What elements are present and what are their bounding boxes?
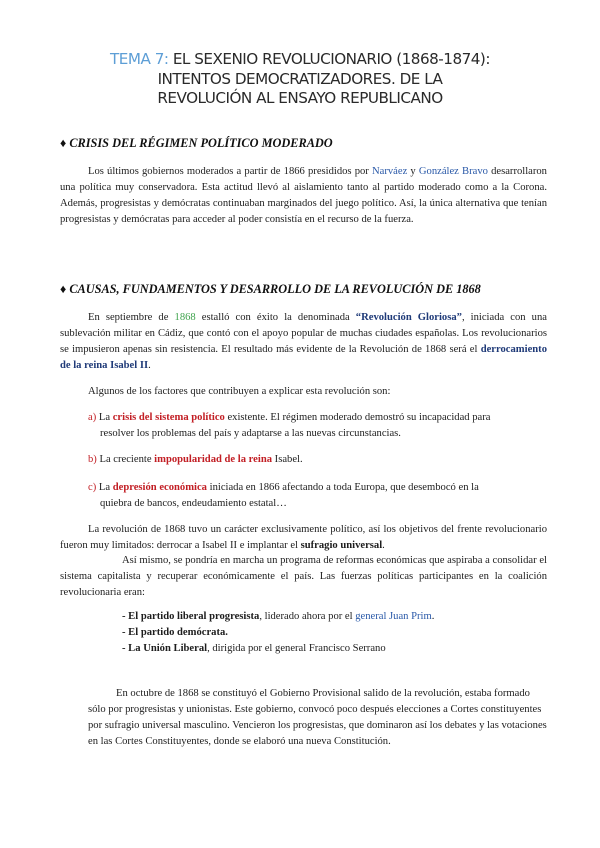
factor-a-label: a) xyxy=(88,412,97,423)
factors-intro: Algunos de los factores que contribuyen a explicar esta revolución son: xyxy=(88,386,391,397)
paragraph-revolucion: En septiembre de 1868 estalló con éxito la denominada “Revolución Gloriosa”, iniciada con una sublevación militar en Cádiz, que contó con el apoyo popular de muchas ciudades españolas. Los revolucionarios se impusieron apenas sin resistencia. El resultado más evidente de la Revolución de 1868 será el derrocamiento de la reina Isabel II. xyxy=(60,312,547,371)
term-derrocamiento: derrocamiento de la reina Isabel II xyxy=(60,344,547,371)
paragraph-reformas: Así mismo, se pondría en marcha un programa de reformas económicas que aspiraba a consolidar el sistema capitalista y recuperar económicamente el país. Las fuerzas políticas participantes en la coalición revolucionaria eran: xyxy=(60,555,547,598)
party-progresista: - El partido liberal progresista, liderado ahora por el general Juan Prim. xyxy=(122,611,435,622)
title-line-2: INTENTOS DEMOCRATIZADORES. DE LA xyxy=(157,69,443,88)
year-1868: 1868 xyxy=(174,312,196,323)
factor-c-label: c) xyxy=(88,482,97,493)
term-revolucion-gloriosa: “Revolución Gloriosa” xyxy=(355,312,462,323)
section-heading-crisis: ♦ CRISIS DEL RÉGIMEN POLÍTICO MODERADO xyxy=(60,136,333,150)
term-sufragio-universal: sufragio universal xyxy=(300,540,383,551)
factor-c: c) La depresión económica iniciada en 1866 afectando a toda Europa, que desembocó en la quiebra de bancos, endeudamiento estatal… xyxy=(88,482,479,509)
paragraph-crisis: Los últimos gobiernos moderados a partir de 1866 presididos por Narváez y González Bravo desarrollaron una política muy conservadora. Esta actitud llevó al aislamiento tanto al partido moderado como a la Corona. Además, progresistas y demócratas continuaban marginados del juego político. Así, la única alternativa que tenían progresistas y demócratas para acceder al poder consistía en el recurso de la fuerza. xyxy=(60,166,547,225)
term-impopularidad: impopularidad de la reina xyxy=(154,454,273,465)
paragraph-caracter-politico: La revolución de 1868 tuvo un carácter exclusivamente político, así los objetivos del frente revolucionario fueron muy limitados: derrocar a Isabel II e implantar el sufragio universal. xyxy=(60,524,547,551)
name-gonzalez-bravo: González Bravo xyxy=(418,166,488,177)
name-narvaez: Narváez xyxy=(371,166,408,177)
title-line-3: REVOLUCIÓN AL ENSAYO REPUBLICANO xyxy=(157,89,443,107)
party-list xyxy=(122,609,542,657)
factor-b-label: b) xyxy=(88,454,97,465)
term-depresion-economica: depresión económica xyxy=(112,482,207,493)
factor-a: a) La crisis del sistema político existente. El régimen moderado demostró su incapacidad para resolver los problemas del país y adaptarse a las nuevas circunstancias. xyxy=(88,412,491,439)
party-union-liberal: - La Unión Liberal, dirigida por el general Francisco Serrano xyxy=(122,643,386,654)
factor-b: b) La creciente impopularidad de la reina Isabel. xyxy=(88,454,303,465)
document-title xyxy=(60,50,540,109)
party-democrata: - El partido demócrata. xyxy=(122,627,228,638)
name-juan-prim: general Juan Prim xyxy=(355,611,432,622)
section-heading-causas: ♦ CAUSAS, FUNDAMENTOS Y DESARROLLO DE LA REVOLUCIÓN DE 1868 xyxy=(60,282,481,296)
title-line-1: EL SEXENIO REVOLUCIONARIO (1868-1874): xyxy=(168,50,490,68)
paragraph-gobierno-provisional: En octubre de 1868 se constituyó el Gobierno Provisional salido de la revolución, estaba formado sólo por progresistas y unionistas. Este gobierno, convocó poco después elecciones a Cortes constituyentes por sufragio universal masculino. Vencieron los progresistas, que dominaron así los debates y las votaciones en las Cortes Constituyentes, donde se elaboró una nueva Constitución. xyxy=(88,688,547,747)
term-crisis-sistema: crisis del sistema político xyxy=(112,412,225,423)
title-topic-number: TEMA 7: xyxy=(110,50,169,68)
